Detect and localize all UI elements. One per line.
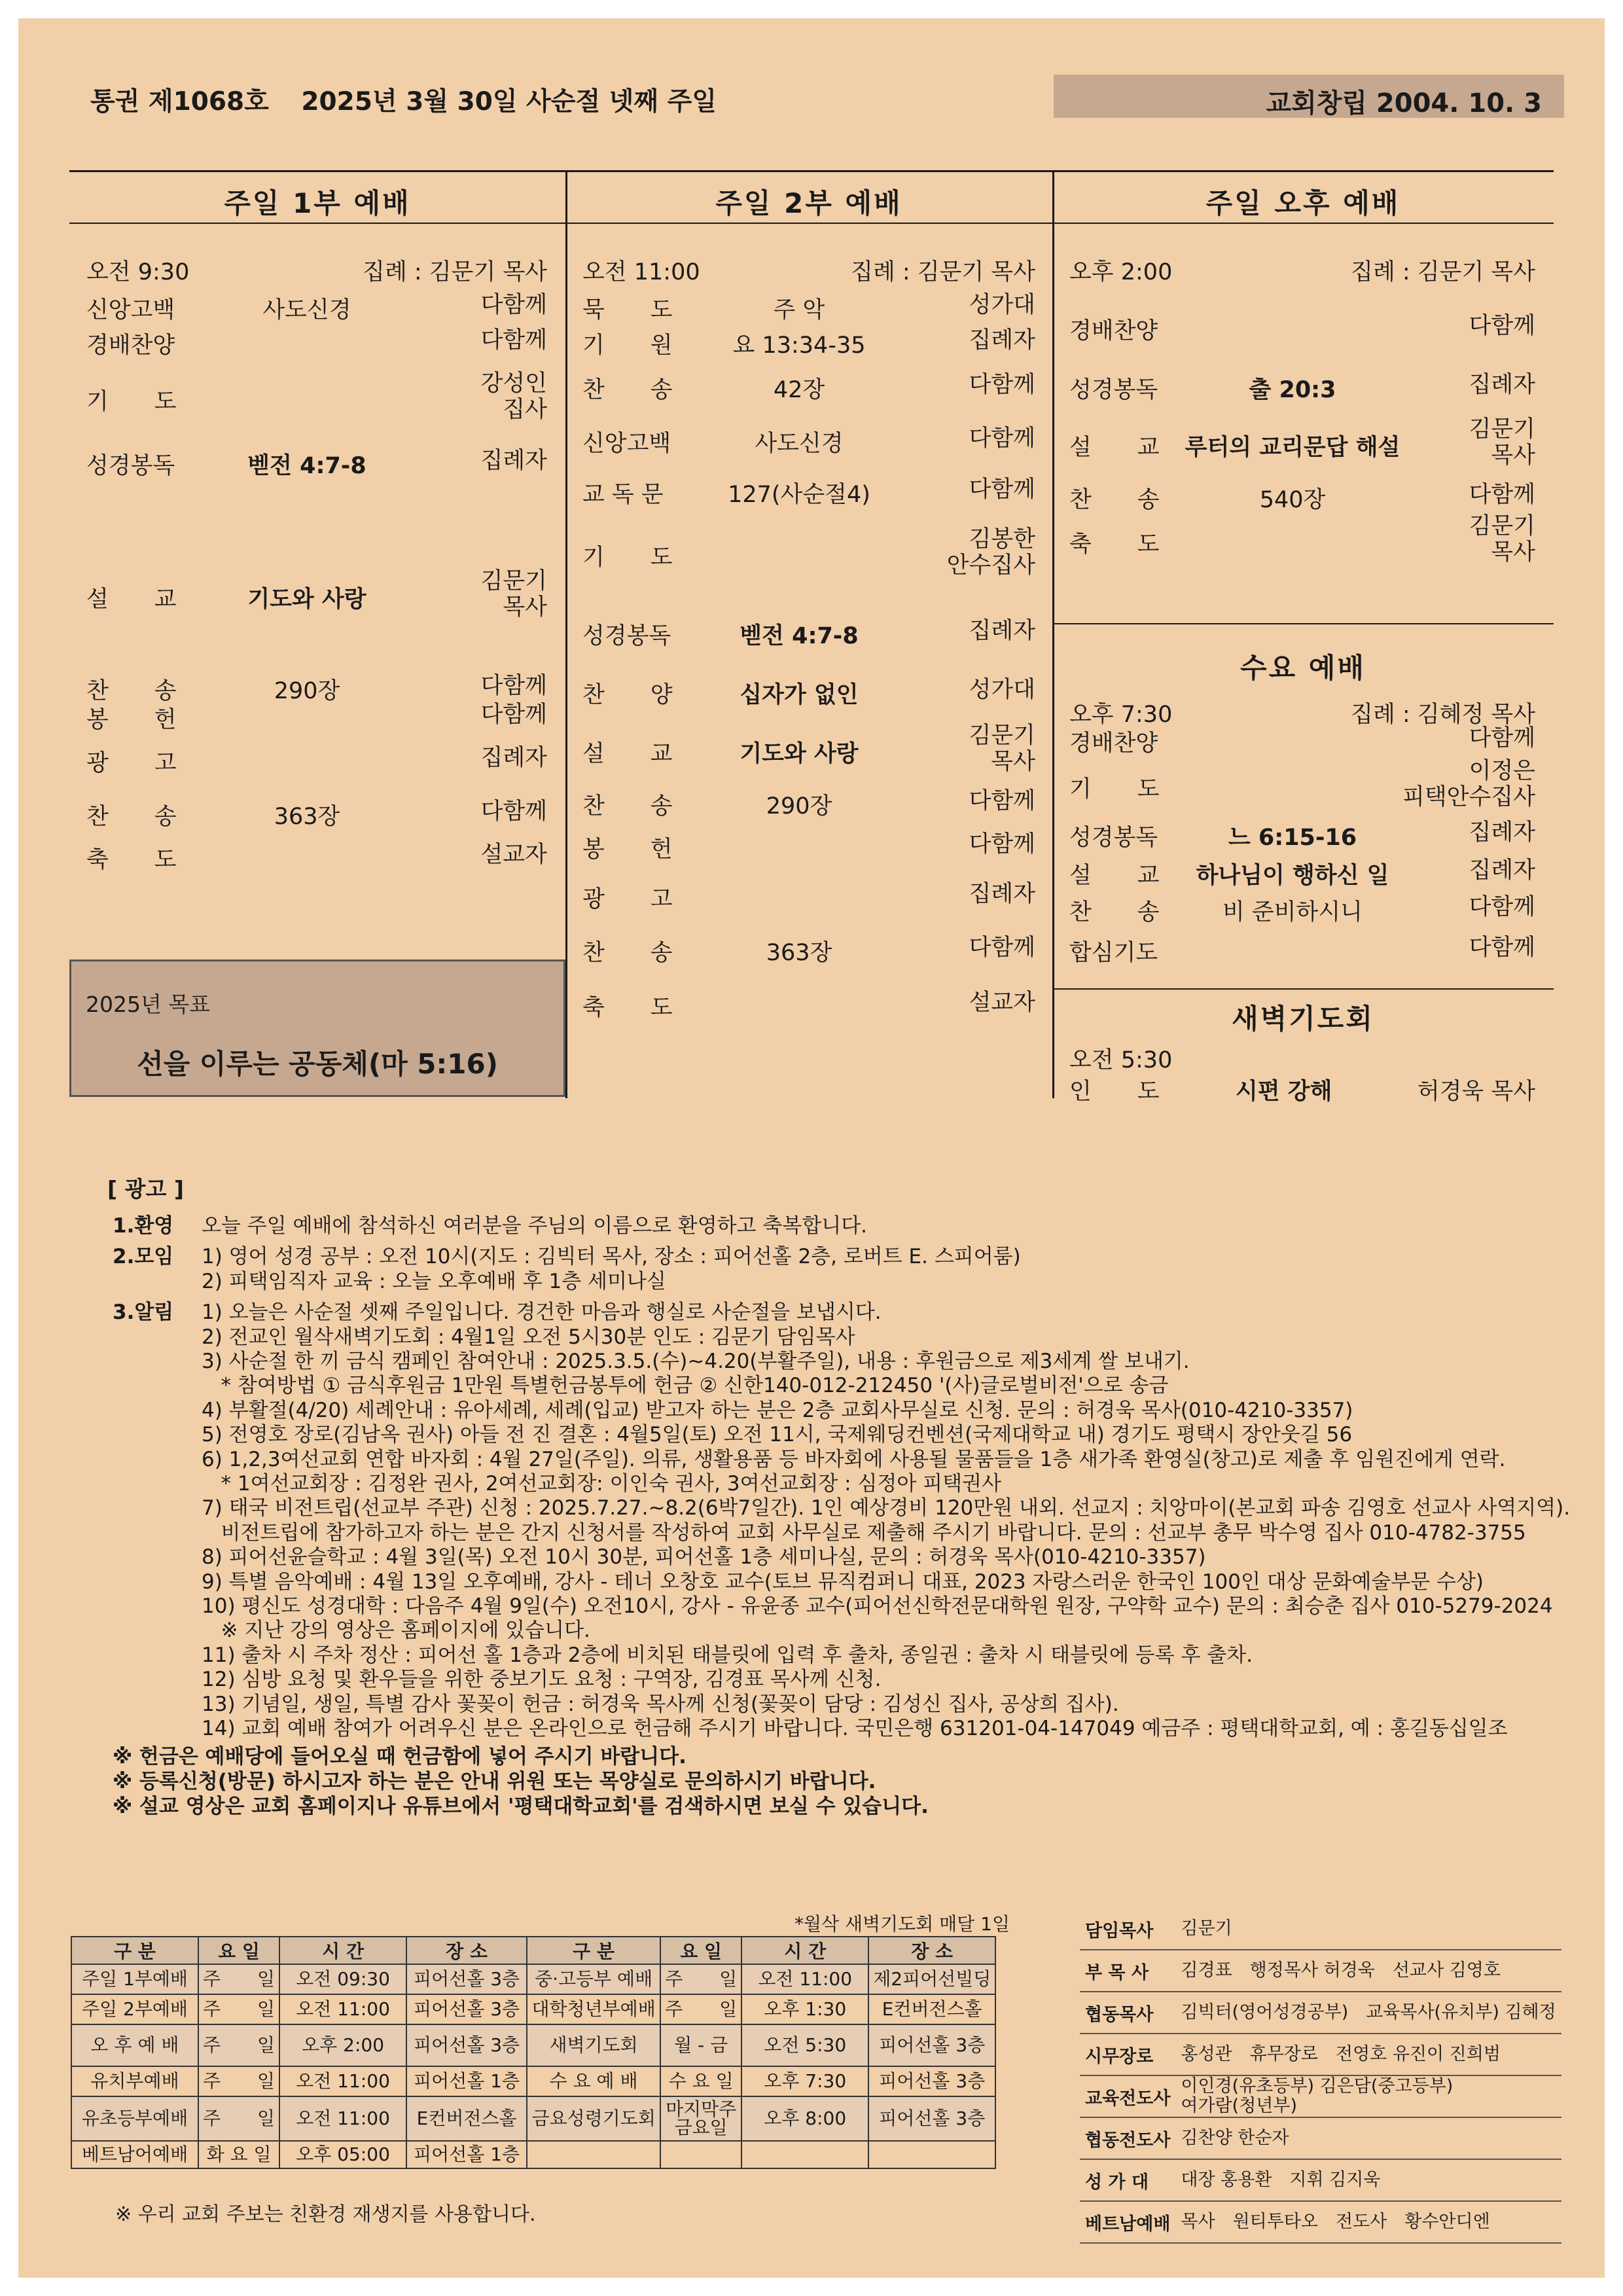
second-service-officiant: 집례 : 김문기 목사	[851, 259, 1035, 285]
second-service-item-label: 기 도	[582, 545, 673, 571]
wednesday-service-item-leader: 집례자	[1469, 819, 1535, 846]
wednesday-service-item-content: 하나님이 행하신 일	[1196, 863, 1389, 889]
schedule-cell: 화 요 일	[198, 2141, 279, 2168]
monthly-dawn-note: *월삭 새벽기도회 매달 1일	[794, 1913, 1010, 1935]
schedule-cell: 마지막주 금요일	[660, 2096, 741, 2141]
dawn-prayer-title: 새벽기도회	[1232, 1003, 1374, 1035]
afternoon-service-item-leader: 김문기 목사	[1469, 416, 1535, 469]
second-service-item-leader: 집례자	[969, 881, 1035, 907]
wednesday-service-item-leader: 이정은 피택안수집사	[1402, 758, 1535, 810]
first-service-item-label: 축 도	[86, 847, 177, 873]
schedule-row	[71, 2096, 995, 2141]
second-service-item-leader: 집례자	[969, 618, 1035, 644]
second-service-item-content: 기도와 사랑	[740, 741, 859, 767]
first-service-item-leader: 강성인 집사	[480, 370, 547, 423]
schedule-cell: 오전 11:00	[279, 1994, 406, 2024]
first-service-item-leader: 집례자	[480, 448, 547, 474]
second-service-item-leader: 다함께	[969, 935, 1035, 961]
schedule-cell: 오후 7:30	[741, 2066, 868, 2096]
schedule-cell: 주 일	[198, 1964, 279, 1994]
second-service-item-content: 사도신경	[755, 431, 844, 457]
wednesday-service-item-label: 기 도	[1069, 776, 1160, 802]
second-service-item-label: 찬 송	[582, 940, 673, 966]
afternoon-service-item-content: 540장	[1259, 487, 1326, 513]
staff-role: 부 목 사	[1080, 1950, 1175, 1992]
announcement-line: 10) 평신도 성경대학 : 다음주 4월 9일(수) 오전10시, 강사 - 유윤종 교수(피어선신학전문대학원 원장, 구약학 교수) 문의 : 최승춘 집사 010-5279-2024	[202, 1594, 1553, 1618]
first-service-item-leader: 집례자	[480, 745, 547, 771]
title-underline-left	[69, 223, 565, 224]
bulletin-page	[18, 18, 1605, 2278]
second-service-item-leader: 다함께	[969, 788, 1035, 814]
second-service-item-leader: 다함께	[969, 425, 1035, 452]
staff-names: 홍성관 휴무장로 전영호 유진이 진희범	[1175, 2034, 1561, 2075]
second-service-item-label: 묵 도	[582, 297, 673, 323]
wednesday-service-item-label: 합심기도	[1069, 940, 1158, 966]
announcement-line: * 참여방법 ① 금식후원금 1만원 특별헌금봉투에 헌금 ② 신한140-012-212450 '(사)글로벌비전'으로 송금	[202, 1374, 1169, 1398]
schedule-cell	[868, 2141, 995, 2168]
dawn-prayer-time: 오전 5:30	[1069, 1047, 1173, 1073]
schedule-row	[71, 2066, 995, 2096]
schedule-cell: 오후 1:30	[741, 1994, 868, 2024]
afternoon-divider	[1052, 623, 1554, 624]
schedule-cell: 오후 8:00	[741, 2096, 868, 2141]
schedule-row	[71, 2024, 995, 2066]
schedule-cell: 유초등부예배	[71, 2096, 198, 2141]
title-underline-right	[565, 223, 1554, 224]
staff-row	[1080, 1950, 1561, 1992]
schedule-cell: 대학청년부예배	[527, 1994, 660, 2024]
schedule-cell: 금요성령기도회	[527, 2096, 660, 2141]
wednesday-service-item-label: 찬 송	[1069, 899, 1160, 925]
announcement-line: 13) 기념일, 생일, 특별 감사 꽃꽂이 헌금 : 허경욱 목사께 신청(꽃꽂이 담당 : 김성신 집사, 공상희 집사).	[202, 1692, 1119, 1716]
announcement-line: 1) 영어 성경 공부 : 오전 10시(지도 : 김빅터 목사, 장소 : 피어선홀 2층, 로버트 E. 스피어룸)	[202, 1245, 1021, 1269]
schedule-cell	[527, 2141, 660, 2168]
staff-role: 담임목사	[1080, 1909, 1175, 1950]
announcement-note: ※ 헌금은 예배당에 들어오실 때 헌금함에 넣어 주시기 바랍니다.	[113, 1745, 687, 1769]
schedule-cell: 월 - 금	[660, 2024, 741, 2066]
staff-row	[1080, 2159, 1561, 2201]
staff-role: 교육전도사	[1080, 2075, 1175, 2117]
first-service-item-label: 찬 송	[86, 678, 177, 704]
schedule-header-cell: 요 일	[660, 1937, 741, 1964]
second-service-item-content: 주 악	[773, 297, 825, 323]
first-service-item-label: 성경봉독	[86, 453, 175, 479]
schedule-header-cell: 장 소	[868, 1937, 995, 1964]
announcement-note: ※ 설교 영상은 교회 홈페이지나 유튜브에서 '평택대학교회'를 검색하시면 보실 수 있습니다.	[113, 1795, 929, 1819]
first-service-title: 주일 1부 예배	[224, 187, 411, 219]
wednesday-divider	[1052, 988, 1554, 990]
schedule-cell: 피어선홀 3층	[406, 2024, 527, 2066]
goal-label: 2025년 목표	[86, 992, 211, 1017]
schedule-cell: 피어선홀 1층	[406, 2141, 527, 2168]
schedule-cell: 주 일	[198, 2024, 279, 2066]
schedule-header-cell: 시 간	[279, 1937, 406, 1964]
first-service-item-label: 경배찬양	[86, 332, 175, 359]
announcement-line: 2) 피택임직자 교육 : 오늘 오후예배 후 1층 세미나실	[202, 1269, 666, 1293]
first-service-item-label: 광 고	[86, 750, 177, 776]
schedule-cell: 수 요 예 배	[527, 2066, 660, 2096]
second-service-item-leader: 설교자	[969, 990, 1035, 1016]
announcement-line: 7) 태국 비전트립(선교부 주관) 신청 : 2025.7.27.~8.2(6박7일간). 1인 예상경비 120만원 내외. 선교지 : 치앙마이(본교회 파송 김영호 선교사 사역지역).	[202, 1496, 1571, 1520]
announcement-line: * 1여선교회장 : 김정완 권사, 2여선교회장: 이인숙 권사, 3여선교회장 : 심정아 피택권사	[202, 1472, 1001, 1496]
schedule-cell: 피어선홀 3층	[406, 1964, 527, 1994]
wednesday-service-item-label: 성경봉독	[1069, 825, 1158, 851]
schedule-cell: 피어선홀 3층	[868, 2096, 995, 2141]
announcement-line: 11) 출차 시 주차 정산 : 피어선 홀 1층과 2층에 비치된 태블릿에 입력 후 출차, 종일권 : 출차 시 태블릿에 등록 후 출차.	[202, 1643, 1253, 1667]
schedule-row	[71, 1964, 995, 1994]
afternoon-service-item-content: 루터의 교리문답 해설	[1185, 435, 1400, 461]
column-divider-2	[1052, 170, 1054, 1098]
announcement-line: 8) 피어선윤슬학교 : 4월 3일(목) 오전 10시 30분, 피어선홀 1층 세미나실, 문의 : 허경욱 목사(010-4210-3357)	[202, 1545, 1206, 1570]
second-service-item-content: 42장	[773, 377, 825, 403]
first-service-item-leader: 다함께	[480, 798, 547, 825]
second-service-item-label: 찬 송	[582, 793, 673, 819]
first-service-item-content: 290장	[274, 678, 340, 704]
annual-goal-box	[69, 960, 565, 1097]
afternoon-service-item-leader: 김문기 목사	[1469, 513, 1535, 565]
staff-row	[1080, 2201, 1561, 2243]
second-service-item-label: 신앙고백	[582, 431, 671, 457]
wednesday-service-item-leader: 다함께	[1469, 894, 1535, 920]
schedule-cell: 새벽기도회	[527, 2024, 660, 2066]
afternoon-service-item-label: 찬 송	[1069, 487, 1160, 513]
schedule-cell: 오후 2:00	[279, 2024, 406, 2066]
schedule-cell: 피어선홀 3층	[406, 1994, 527, 2024]
second-service-item-content: 요 13:34-35	[732, 332, 866, 359]
wednesday-service-item-leader: 다함께	[1469, 935, 1535, 961]
schedule-cell: 피어선홀 1층	[406, 2066, 527, 2096]
first-service-item-leader: 김문기 목사	[480, 568, 547, 620]
afternoon-service-time: 오후 2:00	[1069, 259, 1173, 285]
schedule-header-cell: 구 분	[71, 1937, 198, 1964]
staff-names: 이인경(유초등부) 김은담(중고등부) 여가람(청년부)	[1175, 2075, 1561, 2117]
announcement-line: 1) 오늘은 사순절 셋째 주일입니다. 경건한 마음과 행실로 사순절을 보냅시다.	[202, 1300, 882, 1325]
schedule-row	[71, 1994, 995, 2024]
schedule-cell: 오전 09:30	[279, 1964, 406, 1994]
first-service-item-label: 봉 헌	[86, 707, 177, 733]
second-service-item-content: 290장	[766, 793, 832, 819]
staff-row	[1080, 2117, 1561, 2159]
second-service-item-leader: 집례자	[969, 327, 1035, 353]
afternoon-service-item-leader: 다함께	[1469, 482, 1535, 508]
announcement-line: 2) 전교인 월삭새벽기도회 : 4월1일 오전 5시30분 인도 : 김문기 담임목사	[202, 1325, 855, 1349]
schedule-cell: 주 일	[198, 2096, 279, 2141]
schedule-row	[71, 2141, 995, 2168]
staff-names: 김문기	[1175, 1909, 1561, 1950]
second-service-title: 주일 2부 예배	[715, 187, 902, 219]
second-service-item-leader: 다함께	[969, 476, 1035, 503]
announcement-category: 2.모임	[113, 1245, 174, 1269]
bulletin-date: 2025년 3월 30일 사순절 넷째 주일	[301, 87, 717, 117]
afternoon-service-item-leader: 집례자	[1469, 372, 1535, 398]
staff-row	[1080, 1909, 1561, 1950]
schedule-cell: 주 일	[660, 1964, 741, 1994]
church-founded: 교회창립 2004. 10. 3	[1054, 75, 1564, 118]
announcement-line: 5) 전영호 장로(김남옥 권사) 아들 전 진 결혼 : 4월5일(토) 오전 11시, 국제웨딩컨벤션(국제대학교 내) 경기도 평택시 장안웃길 56	[202, 1423, 1353, 1447]
announcement-line: 오늘 주일 예배에 참석하신 여러분을 주님의 이름으로 환영하고 축복합니다.	[202, 1214, 868, 1238]
first-service-officiant: 집례 : 김문기 목사	[363, 259, 547, 285]
afternoon-service-title: 주일 오후 예배	[1205, 187, 1400, 219]
second-service-item-leader: 다함께	[969, 831, 1035, 857]
staff-names: 대장 홍용환 지휘 김지욱	[1175, 2159, 1561, 2201]
second-service-item-label: 봉 헌	[582, 836, 673, 863]
afternoon-service-item-label: 경배찬양	[1069, 318, 1158, 344]
second-service-item-leader: 성가대	[969, 292, 1035, 318]
staff-directory	[1080, 1909, 1561, 2244]
second-service-item-label: 교 독 문	[582, 482, 664, 508]
first-service-item-leader: 다함께	[480, 702, 547, 728]
first-service-item-label: 기 도	[86, 389, 177, 415]
wednesday-service-item-leader: 집례자	[1469, 857, 1535, 884]
announcement-note: ※ 등록신청(방문) 하시고자 하는 분은 안내 위원 또는 목양실로 문의하시기 바랍니다.	[113, 1770, 876, 1794]
staff-row	[1080, 2075, 1561, 2117]
schedule-header-cell: 요 일	[198, 1937, 279, 1964]
announcement-line: 4) 부활절(4/20) 세례안내 : 유아세례, 세례(입교) 받고자 하는 분은 2층 교회사무실로 신청. 문의 : 허경욱 목사(010-4210-3357)	[202, 1398, 1353, 1422]
recycled-paper-note: ※ 우리 교회 주보는 친환경 재생지를 사용합니다.	[115, 2203, 536, 2226]
first-service-item-content: 363장	[274, 804, 340, 830]
second-service-item-leader: 김문기 목사	[969, 723, 1035, 775]
schedule-cell: E컨버전스홀	[406, 2096, 527, 2141]
schedule-cell: 주일 2부예배	[71, 1994, 198, 2024]
first-service-item-label: 찬 송	[86, 804, 177, 830]
wednesday-service-officiant: 집례 : 김혜정 목사	[1351, 702, 1535, 728]
first-service-item-leader: 다함께	[480, 327, 547, 353]
schedule-cell: 오후 05:00	[279, 2141, 406, 2168]
schedule-cell	[741, 2141, 868, 2168]
second-service-item-label: 찬 양	[582, 682, 673, 708]
schedule-cell: 오전 11:00	[279, 2066, 406, 2096]
schedule-cell: 피어선홀 3층	[868, 2066, 995, 2096]
second-service-item-label: 기 원	[582, 332, 673, 359]
second-service-item-label: 성경봉독	[582, 623, 671, 649]
staff-names: 김경표 행정목사 허경욱 선교사 김영호	[1175, 1950, 1561, 1992]
announcements-heading: [ 광고 ]	[107, 1176, 184, 1202]
schedule-header-cell: 장 소	[406, 1937, 527, 1964]
announcement-category: 1.환영	[113, 1214, 174, 1238]
second-service-item-content: 벧전 4:7-8	[740, 623, 859, 649]
first-service-item-label: 설 교	[86, 586, 177, 613]
second-service-item-label: 광 고	[582, 886, 673, 912]
first-service-item-content: 벧전 4:7-8	[247, 453, 366, 479]
dawn-prayer-content: 시편 강해	[1236, 1079, 1332, 1105]
service-schedule-table	[71, 1936, 996, 2169]
announcement-line: 3) 사순절 한 끼 금식 캠페인 참여안내 : 2025.3.5.(수)~4.20(부활주일), 내용 : 후원금으로 제3세계 쌀 보내기.	[202, 1350, 1190, 1373]
schedule-cell: 주 일	[198, 2066, 279, 2096]
staff-role: 성 가 대	[1080, 2159, 1175, 2201]
second-service-item-leader: 김봉한 안수집사	[946, 526, 1035, 579]
afternoon-service-officiant: 집례 : 김문기 목사	[1351, 259, 1535, 285]
second-service-item-content: 127(사순절4)	[728, 482, 870, 508]
staff-names: 김찬양 한순자	[1175, 2117, 1561, 2159]
column-divider-1	[565, 170, 567, 1098]
schedule-cell: 베트남어예배	[71, 2141, 198, 2168]
schedule-cell: 오전 11:00	[741, 1964, 868, 1994]
second-service-time: 오전 11:00	[582, 259, 700, 285]
staff-row	[1080, 1992, 1561, 2034]
bulletin-header	[90, 81, 740, 118]
header-rule	[69, 170, 1554, 172]
wednesday-service-item-label: 설 교	[1069, 863, 1160, 889]
schedule-cell: 오전 5:30	[741, 2024, 868, 2066]
schedule-cell: E컨버전스홀	[868, 1994, 995, 2024]
second-service-item-leader: 다함께	[969, 372, 1035, 398]
second-service-item-label: 축 도	[582, 995, 673, 1021]
afternoon-service-item-label: 설 교	[1069, 435, 1160, 461]
schedule-cell: 제2피어선빌딩	[868, 1964, 995, 1994]
first-service-item-leader: 설교자	[480, 842, 547, 868]
schedule-header-cell: 구 분	[527, 1937, 660, 1964]
issue-number: 통권 제1068호	[90, 87, 269, 117]
first-service-time: 오전 9:30	[86, 259, 190, 285]
first-service-item-label: 신앙고백	[86, 297, 175, 323]
wednesday-service-item-content: 비 준비하시니	[1222, 899, 1363, 925]
second-service-item-label: 설 교	[582, 741, 673, 767]
dawn-prayer-leader-label: 인 도	[1069, 1079, 1160, 1105]
second-service-item-leader: 성가대	[969, 677, 1035, 703]
first-service-item-content: 기도와 사랑	[247, 586, 366, 613]
schedule-cell	[660, 2141, 741, 2168]
first-service-item-content: 사도신경	[262, 297, 351, 323]
second-service-item-content: 363장	[766, 940, 832, 966]
staff-role: 협동전도사	[1080, 2117, 1175, 2159]
staff-role: 시무장로	[1080, 2034, 1175, 2075]
first-service-item-leader: 다함께	[480, 292, 547, 318]
afternoon-service-item-label: 축 도	[1069, 531, 1160, 558]
staff-names: 목사 원티투타오 전도사 황수안디엔	[1175, 2201, 1561, 2243]
schedule-cell: 수 요 일	[660, 2066, 741, 2096]
schedule-cell: 주 일	[660, 1994, 741, 2024]
staff-row	[1080, 2034, 1561, 2075]
wednesday-service-item-label: 경배찬양	[1069, 730, 1158, 757]
schedule-header-cell: 시 간	[741, 1937, 868, 1964]
schedule-cell: 주일 1부예배	[71, 1964, 198, 1994]
announcement-line: 14) 교회 예배 참여가 어려우신 분은 온라인으로 헌금해 주시기 바랍니다. 국민은행 631201-04-147049 예금주 : 평택대학교회, 예 : 홍길동십일조	[202, 1717, 1508, 1740]
schedule-cell: 주 일	[198, 1994, 279, 2024]
schedule-cell: 피어선홀 3층	[868, 2024, 995, 2066]
wednesday-service-item-content: 느 6:15-16	[1228, 825, 1357, 851]
announcement-line: 비전트립에 참가하고자 하는 분은 간지 신청서를 작성하여 교회 사무실로 제출해 주시기 바랍니다. 문의 : 선교부 총무 박수영 집사 010-4782-3755	[202, 1520, 1526, 1545]
afternoon-service-item-leader: 다함께	[1469, 313, 1535, 339]
wednesday-service-item-leader: 다함께	[1469, 725, 1535, 751]
wednesday-service-title: 수요 예배	[1240, 652, 1366, 684]
schedule-cell: 오전 11:00	[279, 2096, 406, 2141]
announcement-line: 9) 특별 음악예배 : 4월 13일 오후예배, 강사 - 테너 오창호 교수(토브 뮤직컴퍼니 대표, 2023 자랑스러운 한국인 100인 대상 문화예술부문 수상)	[202, 1570, 1484, 1594]
schedule-cell: 중·고등부 예배	[527, 1964, 660, 1994]
afternoon-service-item-label: 성경봉독	[1069, 377, 1158, 403]
announcement-line: 6) 1,2,3여선교회 연합 바자회 : 4월 27일(주일). 의류, 생활용품 등 바자회에 사용될 물품들을 1층 새가족 환영실(창고)로 제출 후 임원진에게 연락.	[202, 1447, 1506, 1471]
second-service-item-content: 십자가 없인	[740, 682, 859, 708]
wednesday-service-time: 오후 7:30	[1069, 702, 1173, 728]
second-service-item-label: 찬 송	[582, 377, 673, 403]
goal-text: 선을 이루는 공동체(마 5:16)	[137, 1048, 498, 1080]
staff-role: 협동목사	[1080, 1992, 1175, 2034]
staff-role: 베트남예배	[1080, 2201, 1175, 2243]
afternoon-service-item-content: 출 20:3	[1249, 377, 1336, 403]
staff-names: 김빅터(영어성경공부) 교육목사(유치부) 김혜정	[1175, 1992, 1561, 2034]
schedule-cell: 오 후 예 배	[71, 2024, 198, 2066]
schedule-cell: 유치부예배	[71, 2066, 198, 2096]
first-service-item-leader: 다함께	[480, 673, 547, 699]
announcement-line: ※ 지난 강의 영상은 홈페이지에 있습니다.	[202, 1619, 590, 1643]
announcement-line: 12) 심방 요청 및 환우들을 위한 중보기도 요청 : 구역장, 김경표 목사께 신청.	[202, 1668, 882, 1692]
announcement-category: 3.알림	[113, 1300, 174, 1325]
dawn-prayer-leader: 허경욱 목사	[1417, 1079, 1535, 1105]
